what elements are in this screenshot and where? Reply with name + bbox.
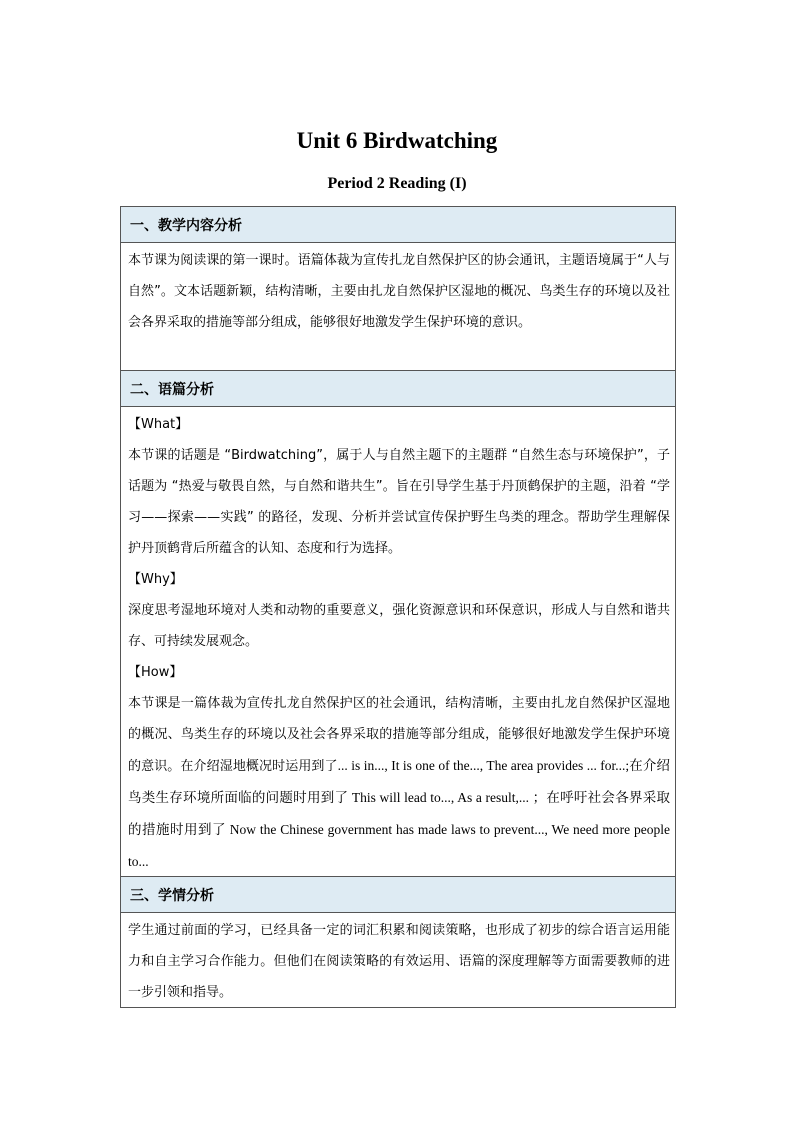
content-analysis-text: 本节课为阅读课的第一课时。语篇体裁为宣传扎龙自然保护区的协会通讯，主题语境属于“人与自然”。文本话题新颖，结构清晰，主要由扎龙自然保护区湿地的概况、鸟类生存的环境以及社会各界采取的措施等部分组成，能够很好地激发学生保护环境的意识。 [128,253,670,330]
why-label: 【Why】 [128,572,183,587]
section-body-student-analysis [121,913,675,1007]
how-text [128,688,670,878]
what-label: 【What】 [128,417,189,432]
how-text-cn: 本节课是一篇体裁为宣传扎龙自然保护区的社会通讯，结构清晰，主要由扎龙自然保护区湿地的概况、鸟类生存的环境以及社会各界采取的措施等部分组成，能够很好地激发学生保护环境的意识。在介绍湿地概况时运用到了 [128,696,670,774]
section-heading-content-analysis: 一、教学内容分析 [121,207,675,243]
how-label: 【How】 [128,665,183,680]
section-body-text-analysis [121,407,675,877]
student-analysis-text: 学生通过前面的学习，已经具备一定的词汇积累和阅读策略，也形成了初步的综合语言运用能力和自主学习合作能力。但他们在阅读策略的有效运用、语篇的深度理解等方面需要教师的进一步引领和指导。 [128,923,670,1000]
lesson-analysis-table [120,206,676,1008]
section-body-content-analysis [121,243,675,371]
what-text: 本节课的话题是 “Birdwatching”，属于人与自然主题下的主题群 “自然生态与环境保护”，子话题为 “热爱与敬畏自然，与自然和谐共生”。旨在引导学生基于丹顶鹤保护的主题，沿着 “学习——探索——实践” 的路径，发现、分析并尝试宣传保护野生鸟类的理念。帮助学生理解保护丹顶鹤背后所蕴含的认知、态度和行为选择。 [128,448,670,556]
why-text: 深度思考湿地环境对人类和动物的重要意义，强化资源意识和环保意识，形成人与自然和谐共存、可持续发展观念。 [128,603,670,649]
document-title: Unit 6 Birdwatching [296,128,498,153]
how-text-en: ... is in..., It is one of the..., The area provides ... for...;在介绍鸟类生存环境所面临的问题时用到了 This will lead to..., As a result,... ；在呼吁社会各界采取的措施时用到了 Now the Chinese government has made laws to prevent..., We need more people to... [128,758,670,869]
section-heading-text-analysis: 二、语篇分析 [121,371,675,407]
section-heading-student-analysis: 三、学情分析 [121,877,675,913]
document-subtitle: Period 2 Reading (I) [327,175,467,192]
